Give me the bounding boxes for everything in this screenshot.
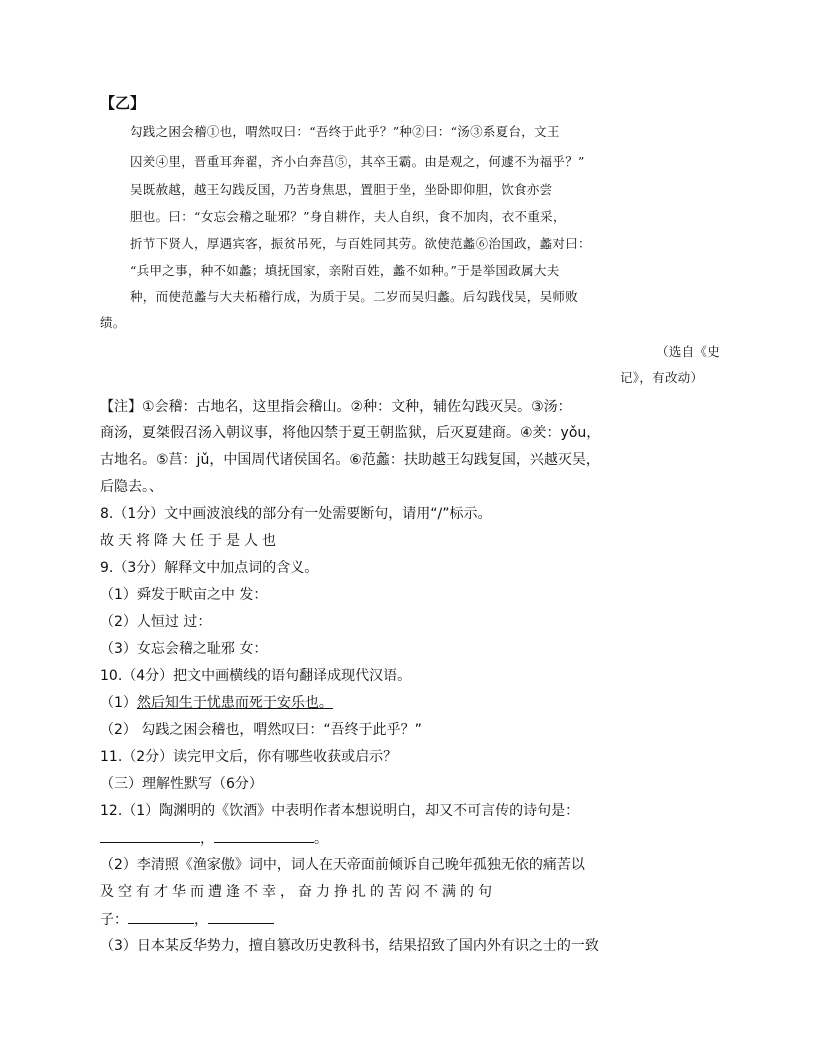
question-12-2: （2）李清照《渔家傲》词中，词人在天帝面前倾诉自己晚年孤独无依的痛苦以 [100, 857, 585, 873]
passage-line: 吴既赦越，越王勾践反国，乃苦身焦思，置胆于坐，坐卧即仰胆，饮食亦尝 [130, 182, 553, 197]
question-9: 9.（3分）解释文中加点词的含义。 [100, 560, 319, 576]
passage-line: 胆也。曰：“女忘会稽之耻邪？”身自耕作，夫人自织，食不加肉，衣不重采， [130, 209, 566, 224]
question-8-text: 故天将降大任于是人也 [100, 533, 280, 549]
note-line: 【注】①会稽：古地名，这里指会稽山。②种：文种，辅佐勾践灭吴。③汤： [100, 399, 572, 415]
underlined-sentence: 然后知生于忧患而死于安乐也。 [136, 695, 333, 711]
answer-blank[interactable] [128, 909, 194, 924]
question-9-item: （1）舜发于畎亩之中 发： [100, 587, 268, 603]
passage-line: 种，而使范蠡与大夫柘稽行成，为质于吴。二岁而吴归蠡。后勾践伐吴，吴师败 [130, 289, 579, 304]
question-12-1: 12.（1）陶渊明的《饮酒》中表明作者本想说明白，却又不可言传的诗句是： [100, 803, 580, 819]
passage-line: 折节下贤人，厚遇宾客，振贫吊死，与百姓同其劳。欲使范蠡⑥治国政，蠡对曰： [130, 236, 591, 251]
passage-line: 勾践之困会稽①也，喟然叹曰：“吾终于此乎？”种②曰：“汤③系夏台，文王 [130, 124, 560, 139]
answer-blanks: 子： ， [100, 909, 274, 930]
question-9-item: （2）人恒过 过： [100, 614, 212, 630]
question-10-item-number: （1） [100, 695, 137, 711]
source-citation: （选自《史 [656, 344, 721, 359]
note-line: 古地名。⑤莒：jǔ，中国周代诸侯国名。⑥范蠡：扶助越王勾践复国，兴越灭吴， [100, 452, 600, 468]
question-12-2-cont: 及空有才华而遭逢不幸，奋力挣扎的苦闷不满的句 [100, 884, 496, 900]
question-12-3: （3）日本某反华势力，擅自篡改历史教科书，结果招致了国内外有识之士的一致 [100, 938, 599, 954]
passage-heading: 【乙】 [100, 94, 146, 112]
question-11: 11.（2分）读完甲文后，你有哪些收获或启示？ [100, 749, 398, 765]
answer-blank[interactable] [214, 828, 314, 843]
passage-line: 囚羑④里，晋重耳奔翟，齐小白奔莒⑤，其卒王霸。由是观之，何遽不为福乎？” [130, 154, 585, 169]
question-9-item: （3）女忘会稽之耻邪 女： [100, 641, 268, 657]
question-10-item [100, 693, 333, 713]
question-8: 8.（1分）文中画波浪线的部分有一处需要断句，请用“/”标示。 [100, 506, 492, 522]
passage-line: 绩。 [100, 315, 126, 330]
section-heading: （三）理解性默写（6分） [100, 776, 263, 792]
question-10: 10.（4分）把文中画横线的语句翻译成现代汉语。 [100, 668, 412, 684]
answer-blank[interactable] [208, 909, 274, 924]
note-line: 后隐去。、 [100, 479, 163, 495]
answer-blanks: ， 。 [100, 828, 328, 849]
note-line: 商汤，夏桀假召汤入朝议事，将他囚禁于夏王朝监狱，后灭夏建商。④羑：yǒu， [100, 425, 601, 441]
question-10-item: （2） 勾践之困会稽也，喟然叹曰：“吾终于此乎？” [100, 722, 422, 738]
source-citation: 记》，有改动） [620, 370, 704, 385]
answer-blank[interactable] [100, 828, 200, 843]
passage-line: “兵甲之事，种不如蠡；填抚国家，亲附百姓，蠡不如种。”于是举国政属大夫 [130, 263, 560, 278]
